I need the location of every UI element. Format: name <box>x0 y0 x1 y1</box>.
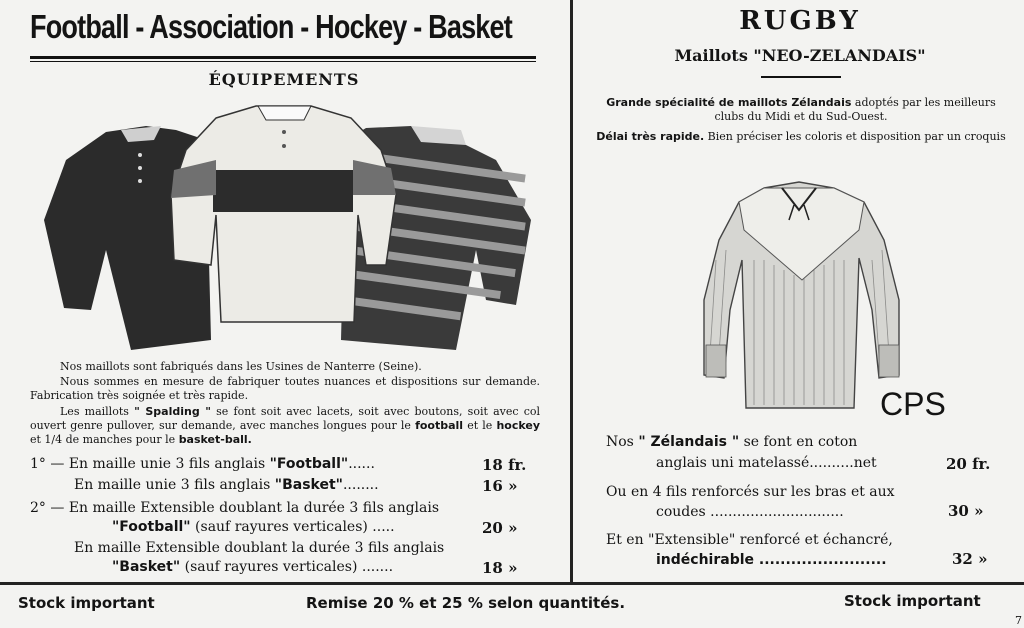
price-row-2 <box>74 477 379 493</box>
para3-end: et 1/4 de manches pour le <box>30 433 176 446</box>
football-word: football <box>415 419 464 432</box>
cps-logo: CPS <box>880 386 946 422</box>
extensible-line-1 <box>606 532 893 548</box>
price-text: En maille Extensible doublant la durée 3 fils anglais <box>68 500 440 516</box>
price-name: "Basket" <box>112 559 181 575</box>
rugby-jersey-illustration <box>694 180 909 415</box>
column-divider <box>570 0 573 582</box>
extensible-line-2 <box>656 552 887 568</box>
zelandais-line-2 <box>656 455 877 471</box>
hockey-word: hockey <box>496 419 541 432</box>
left-title: Football - Association - Hockey - Basket <box>30 8 512 45</box>
footer-stock-right: Stock important <box>844 592 981 610</box>
title-rule-thin <box>30 61 536 62</box>
price-text: (sauf rayures verticales) ....... <box>184 559 394 575</box>
price-row-4 <box>112 519 395 535</box>
price-value-1: 18 fr. <box>482 456 527 474</box>
price-value-2: 16 » <box>482 477 518 495</box>
item-text: anglais uni matelassé..........net <box>656 455 877 471</box>
delai-text <box>596 130 1006 144</box>
price-dots: ...... <box>348 456 375 472</box>
item-text: se font en coton <box>743 434 858 450</box>
paragraph-spalding <box>30 405 540 447</box>
paragraph-nuances <box>30 375 540 403</box>
item-text: indéchirable ........................ <box>656 552 887 568</box>
footer-stock-left: Stock important <box>18 594 155 612</box>
price-num: 1° — <box>30 456 65 472</box>
rugby-subtitle: Maillots "NEO-ZELANDAIS" <box>674 46 926 65</box>
zelandais-name: " Zélandais " <box>638 434 740 450</box>
rugby-title: RUGBY <box>739 6 861 36</box>
item-text: coudes .............................. <box>656 504 844 520</box>
rugby-column <box>576 0 1024 580</box>
equipements-subtitle: ÉQUIPEMENTS <box>208 70 360 89</box>
specialite-rest: adoptés par les meilleurs clubs du Midi et du Sud-Ouest. <box>714 96 996 123</box>
rugby-rule <box>761 76 841 78</box>
price-name: "Football" <box>112 519 191 535</box>
renforces-price: 30 » <box>948 502 984 520</box>
item-text: Ou en 4 fils renforcés sur les bras et aux <box>606 484 895 500</box>
item-text: Et en "Extensible" renforcé et échancré, <box>606 532 893 548</box>
price-text: (sauf rayures verticales) ..... <box>195 519 395 535</box>
renforces-line-2 <box>656 504 844 520</box>
price-row-5 <box>74 540 444 556</box>
jerseys-illustration <box>36 100 536 355</box>
price-value-6: 18 » <box>482 559 518 577</box>
specialite-text <box>596 96 1006 124</box>
price-row-3 <box>30 500 439 516</box>
delai-bold: Délai très rapide. <box>596 130 705 143</box>
specialite-bold: Grande spécialité de maillots Zélandais <box>606 96 852 109</box>
para3-start: Les maillots <box>60 405 129 418</box>
price-row-6 <box>112 559 393 575</box>
para3-middle: se font soit avec lacets, soit avec boutons, soit avec col ouvert genre pullover, sur demande, avec manches longues pour le <box>30 405 541 432</box>
extensible-price: 32 » <box>952 550 988 568</box>
page-number: 7 <box>1015 614 1022 627</box>
footer-remise: Remise 20 % et 25 % selon quantités. <box>306 594 626 612</box>
price-name: "Football" <box>269 456 349 472</box>
price-text: En maille Extensible doublant la durée 3 fils anglais <box>74 540 445 556</box>
price-dots: ........ <box>342 477 379 493</box>
footer-divider <box>0 582 1024 585</box>
price-name: "Basket" <box>274 477 343 493</box>
renforces-line-1 <box>606 484 895 500</box>
spalding-brand: " Spalding " <box>134 405 211 418</box>
item-text: Nos <box>606 434 634 450</box>
paragraph-usines <box>60 360 540 374</box>
title-rule <box>30 56 536 59</box>
delai-rest: Bien préciser les coloris et disposition par un croquis <box>707 130 1006 143</box>
zelandais-price: 20 fr. <box>946 455 991 473</box>
basket-word: basket-ball. <box>178 433 252 446</box>
price-text: En maille unie 3 fils anglais <box>74 477 271 493</box>
zelandais-line-1 <box>606 434 857 450</box>
para2-text: Nous sommes en mesure de fabriquer toutes nuances et dispositions sur demande. Fabrication très soignée et très rapide. <box>30 375 540 402</box>
price-num: 2° — <box>30 500 65 516</box>
para1-text: Nos maillots sont fabriqués dans les Usines de Nanterre (Seine). <box>60 360 422 373</box>
price-value-4: 20 » <box>482 519 518 537</box>
para3-and: et le <box>467 419 493 432</box>
price-row-1 <box>30 456 375 472</box>
price-text: En maille unie 3 fils anglais <box>68 456 266 472</box>
